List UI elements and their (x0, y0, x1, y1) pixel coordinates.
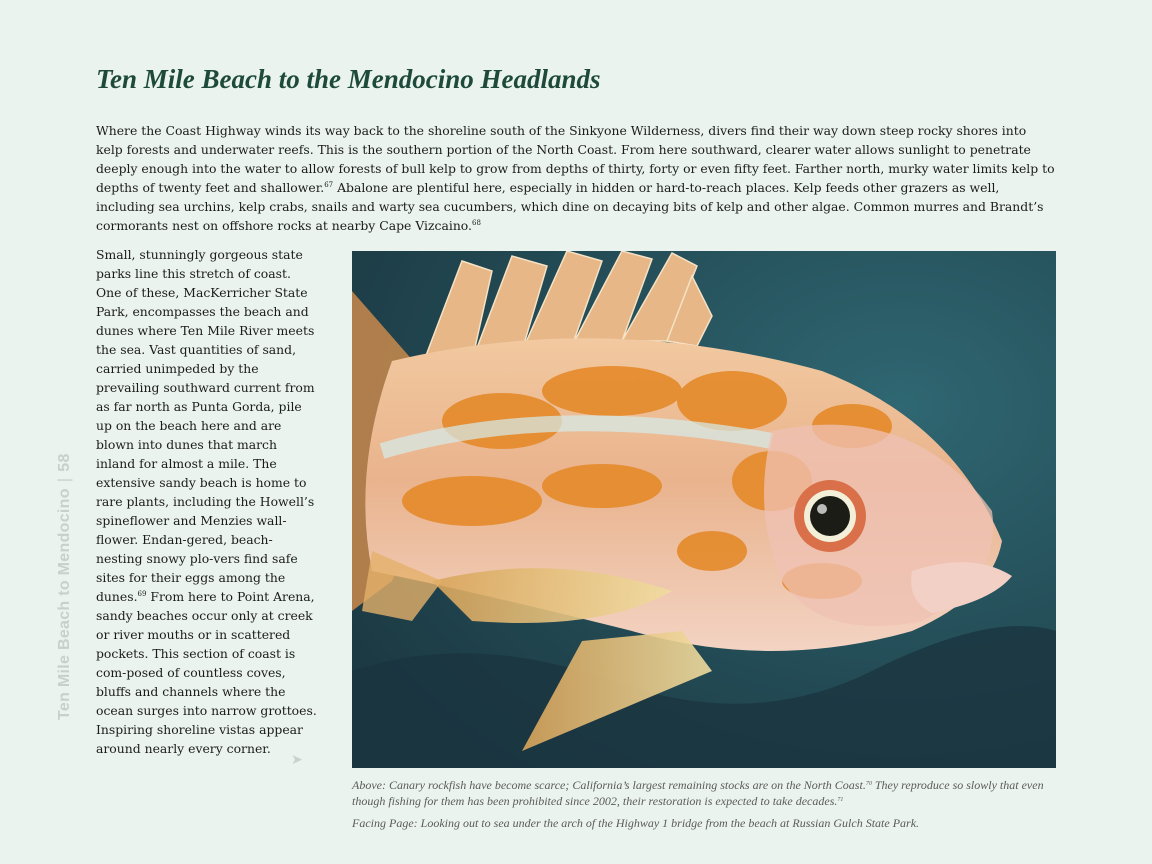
footnote-ref: 68 (472, 219, 481, 227)
rockfish-photo (352, 251, 1056, 768)
running-head (56, 453, 74, 720)
intro-text-continued: Abalone are plentiful here, especially in hidden or hard-to-reach places. Kelp feeds other grazers as well, including sea urchins, kelp crabs, snails and warty sea cucumbers, which dine on decaying bits of kelp and other algae. Common murres and Brandt’s cormorants nest on offshore rocks at nearby Cape Vizcaino. (96, 180, 1044, 233)
intro-text: Where the Coast Highway winds its way back to the shoreline south of the Sinkyone Wilderness, divers find their way down steep rocky shores into kelp forests and underwater reefs. This is the southern portion of the North Coast. From here southward, clearer water allows sunlight to penetrate deeply enough into the water to allow forests of bull kelp to grow from depths of thirty, forty or even fifty feet. Farther north, murky water limits kelp to depths of twenty feet and shallower. (96, 123, 1055, 195)
footnote-ref: 71 (837, 797, 844, 803)
running-head-divider: | (56, 477, 73, 483)
rockfish-illustration (352, 251, 1056, 768)
photo-caption (352, 777, 1056, 809)
page-title: Ten Mile Beach to the Mendocino Headlands (96, 64, 601, 94)
running-head-section: Ten Mile Beach to Mendocino (56, 488, 73, 720)
footnote-ref: 67 (324, 181, 334, 189)
facing-page-caption: Facing Page: Looking out to sea under the arch of the Highway 1 bridge from the beach at Russian Gulch State Park. (352, 816, 920, 830)
caption-text-continued: They reproduce so slowly that even though fishing for them has been prohibited since 2002, their restoration is expected to take decades. (352, 778, 1044, 808)
body-column (96, 245, 318, 758)
column-text-continued: From here to Point Arena, sandy beaches occur only at creek or river mouths or in scattered pockets. This section of coast is com-posed of countless coves, bluffs and channels where the ocean surges into narrow grottoes. Inspiring shoreline vistas appear around nearly every corner. (96, 589, 317, 756)
column-text: Small, stunningly gorgeous state parks line this stretch of coast. One of these, MacKerricher State Park, encompasses the beach and dunes where Ten Mile River meets the sea. Vast quantities of sand, carried unimpeded by the prevailing southward current from as far north as Punta Gorda, pile up on the beach here and are blown into dunes that march inland for almost a mile. The extensive sandy beach is home to rare plants, including the Howell’s spineflower and Menzies wall-flower. Endan-gered, beach-nesting snowy plo-vers find safe sites for their eggs among the dunes. (96, 247, 315, 604)
page-number: 58 (56, 453, 73, 472)
caption-text: Above: Canary rockfish have become scarce; California’s largest remaining stocks are on the North Coast. (352, 778, 866, 792)
footnote-ref: 70 (865, 781, 872, 787)
intro-paragraph (96, 121, 1056, 235)
continue-arrow-icon: ➤ (291, 752, 303, 768)
footnote-ref: 69 (137, 590, 147, 598)
